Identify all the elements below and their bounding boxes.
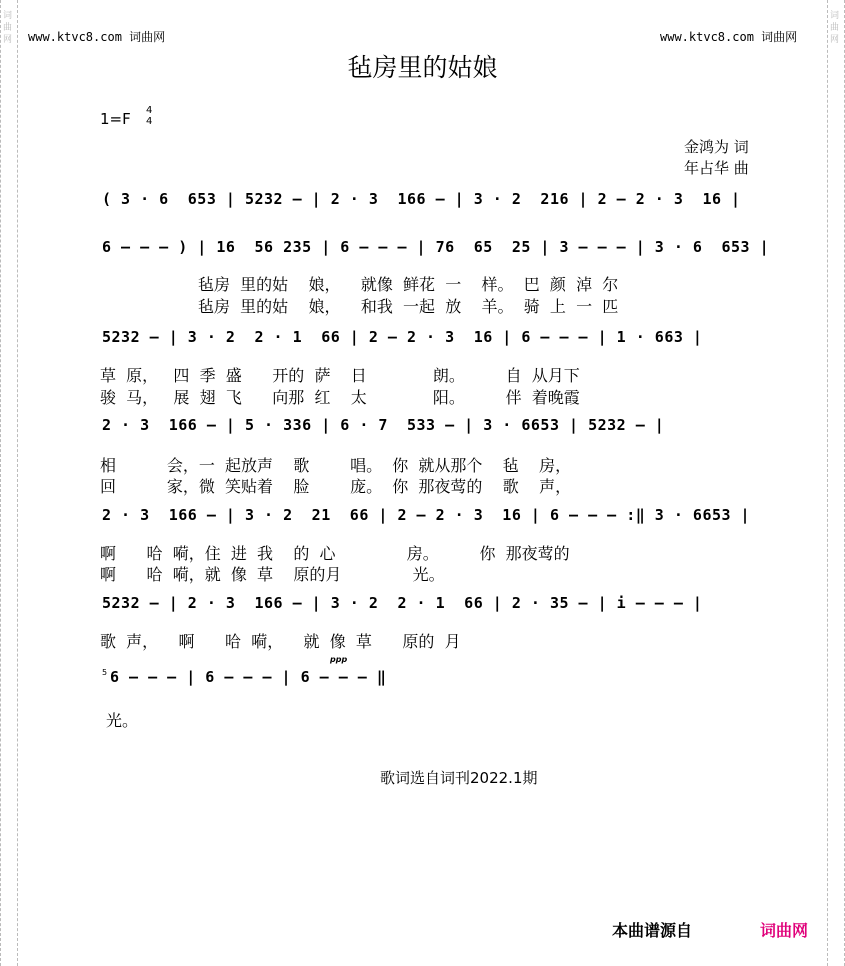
footer-brand-link[interactable]: 词曲网 [760, 921, 809, 940]
lyric-line-3a: 草 原， 四 季 盛 开的 萨 日 朗。 自 从月下 [100, 366, 580, 385]
site-url-right[interactable]: www.ktvc8.com 词曲网 [660, 30, 798, 44]
lyric-line-4b: 回 家，微 笑贴着 脸 庞。 你 那夜莺的 歌 声， [100, 477, 572, 496]
notation-line-4: 2 · 3 166 — | 5 · 336 | 6 · 7 533 — | 3 · 6653 | 5232 — | [102, 416, 665, 434]
key-signature: 1=F [100, 110, 131, 128]
watermark-char: 词 [3, 11, 13, 21]
lyric-line-5a: 啊 哈 嗬，住 进 我 的 心 房。 你 那夜莺的 [100, 544, 570, 563]
lyric-line-4a: 相 会，一 起放声 歌 唱。 你 就从那个 毡 房， [100, 456, 572, 475]
watermark-char: 曲 [3, 23, 13, 33]
lyric-line-6a: 歌 声， 啊 哈 嗬， 就 像 草 原的 月 [100, 632, 461, 651]
lyric-line-5b: 啊 哈 嗬，就 像 草 原的月 光。 [100, 565, 445, 584]
time-sig-top: 4 [146, 105, 153, 116]
source-note: 歌词选自词刊2022.1期 [380, 769, 538, 787]
time-sig-bottom: 4 [146, 116, 153, 127]
watermark-char: 曲 [830, 23, 840, 33]
grace-note: 5 [102, 668, 108, 677]
watermark-char: 网 [830, 35, 840, 45]
lyric-line-3b: 骏 马， 展 翅 飞 向那 红 太 阳。 伴 着晚霞 [100, 388, 580, 407]
watermark-char: 网 [3, 35, 13, 45]
notation-line-2: 6 — — — ) | 16 56 235 | 6 — — — | 76 65 25 | 3 — — — | 3 · 6 653 | [102, 238, 770, 256]
watermark-char: 词 [830, 11, 840, 21]
lyric-line-2a: 毡房 里的姑 娘， 就像 鲜花 一 样。 巴 颜 淖 尔 [198, 275, 619, 294]
notation-line-6: 5232 — | 2 · 3 166 — | 3 · 2 2 · 1 66 | 2 · 35 — | i — — — | [102, 594, 703, 612]
lyric-line-2b: 毡房 里的姑 娘， 和我 一起 放 羊。 骑 上 一 匹 [198, 297, 619, 316]
composer-credit: 年占华 曲 [684, 159, 749, 177]
notation-line-7: 6 — — — | 6 — — — | 6 — — — ‖ [110, 668, 387, 686]
lyricist-credit: 金鸿为 词 [684, 138, 749, 156]
right-watermark-strip [827, 0, 845, 966]
time-signature [146, 105, 152, 127]
lyric-line-7a: 光。 [106, 711, 139, 730]
notation-line-1: ( 3 · 6 653 | 5232 — | 2 · 3 166 — | 3 · 2 216 | 2 — 2 · 3 16 | [102, 190, 741, 208]
notation-line-3: 5232 — | 3 · 2 2 · 1 66 | 2 — 2 · 3 16 | 6 — — — | 1 · 663 | [102, 328, 703, 346]
dynamic-marking: ppp [330, 655, 348, 664]
notation-line-5: 2 · 3 166 — | 3 · 2 21 66 | 2 — 2 · 3 16 | 6 — — — :‖ 3 · 6653 | [102, 506, 751, 524]
site-url-left[interactable]: www.ktvc8.com 词曲网 [28, 30, 166, 44]
footer-label: 本曲谱源自 [612, 921, 693, 940]
page-title: 毡房里的姑娘 [347, 53, 498, 82]
left-watermark-strip [0, 0, 18, 966]
